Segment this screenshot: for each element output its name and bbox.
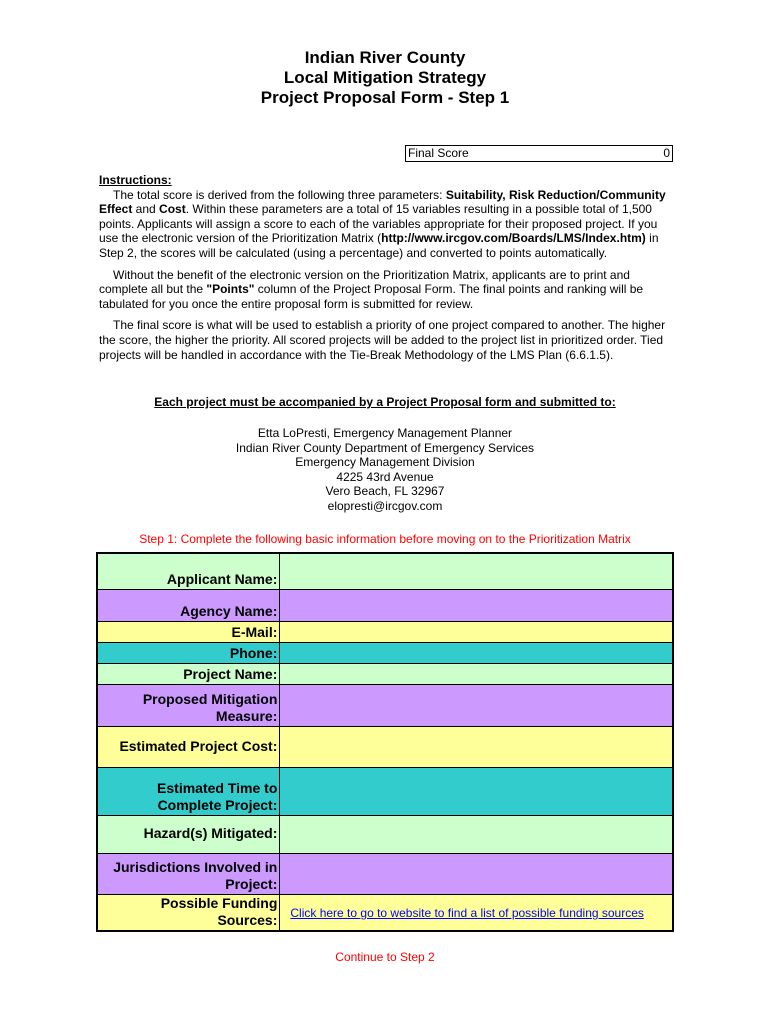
contact-department: Indian River County Department of Emergency Services: [235, 440, 535, 455]
agency-name-label: Agency Name:: [97, 589, 280, 621]
jurisdictions-label: Jurisdictions Involved in Project:: [97, 853, 280, 894]
submission-note: Each project must be accompanied by a Project Proposal form and submitted to:: [154, 395, 616, 409]
estimated-time-label: Estimated Time to Complete Project:: [97, 767, 280, 815]
mitigation-measure-field[interactable]: [280, 684, 673, 726]
instructions-paragraph-2: Without the benefit of the electronic version on the Prioritization Matrix, applicants are to print and complete all but the "Points" column of the Project Proposal Form. The final points and ranking will be tabulated for you once the entire proposal form is submitted for review.: [99, 267, 644, 311]
applicant-name-field[interactable]: [280, 553, 673, 589]
contact-name: Etta LoPresti, Emergency Management Planner: [257, 426, 513, 440]
contact-email: elopresti@ircgov.com: [327, 498, 443, 513]
instructions-heading: Instructions:: [99, 173, 172, 187]
step1-instruction: Step 1: Complete the following basic information before moving on to the Prioritization Matrix: [139, 532, 631, 546]
applicant-name-label: Applicant Name:: [97, 553, 280, 589]
email-label: E-Mail:: [97, 621, 280, 642]
contact-division: Emergency Management Division: [295, 455, 475, 470]
email-field[interactable]: [280, 621, 673, 642]
contact-city: Vero Beach, FL 32967: [325, 484, 445, 499]
instructions-paragraph-3: The final score is what will be used to establish a priority of one project compared to another. The higher the score, the higher the priority. All scored projects will be added to the project list in prioritized order. Tied projects will be handled in accordance with the Tie-Break Methodology of the LMS Plan (6.6.1.5).: [99, 318, 666, 362]
final-score-label: Final Score: [408, 146, 469, 160]
hazards-label: Hazard(s) Mitigated:: [97, 815, 280, 853]
funding-sources-link[interactable]: Click here to go to website to find a list of possible funding sources: [290, 906, 644, 921]
final-score-value: 0: [663, 146, 670, 160]
hazards-field[interactable]: [280, 815, 673, 853]
mitigation-measure-label: Proposed Mitigation Measure:: [97, 684, 280, 726]
instructions-block: [99, 173, 671, 362]
project-name-label: Project Name:: [97, 663, 280, 684]
funding-sources-cell: [280, 894, 673, 931]
phone-field[interactable]: [280, 642, 673, 663]
instructions-paragraph-1: The total score is derived from the following three parameters: Suitability, Risk Reduction/Community Effect and Cost. Within these parameters are a total of 15 variables resulting in a possible total of 1,500 points. Applicants will assign a score to each of the variables appropriate for their proposed project. If you use the electronic version of the Prioritization Matrix (http://www.ircgov.com/Boards/LMS/Index.htm) in Step 2, the scores will be calculated (using a percentage) and converted to points automatically.: [99, 187, 666, 260]
project-info-form: [96, 552, 674, 932]
title-county: Indian River County: [304, 48, 466, 67]
funding-sources-label: Possible Funding Sources:: [97, 894, 280, 931]
continue-to-step2-link[interactable]: Continue to Step 2: [335, 950, 435, 964]
estimated-cost-field[interactable]: [280, 726, 673, 767]
contact-street: 4225 43rd Avenue: [336, 469, 434, 484]
estimated-cost-label: Estimated Project Cost:: [97, 726, 280, 767]
phone-label: Phone:: [97, 642, 280, 663]
estimated-time-field[interactable]: [280, 767, 673, 815]
title-form-step: Project Proposal Form - Step 1: [260, 88, 510, 107]
title-strategy: Local Mitigation Strategy: [283, 68, 487, 87]
final-score-box: [405, 145, 673, 162]
jurisdictions-field[interactable]: [280, 853, 673, 894]
agency-name-field[interactable]: [280, 589, 673, 621]
contact-block: [0, 426, 770, 514]
project-name-field[interactable]: [280, 663, 673, 684]
